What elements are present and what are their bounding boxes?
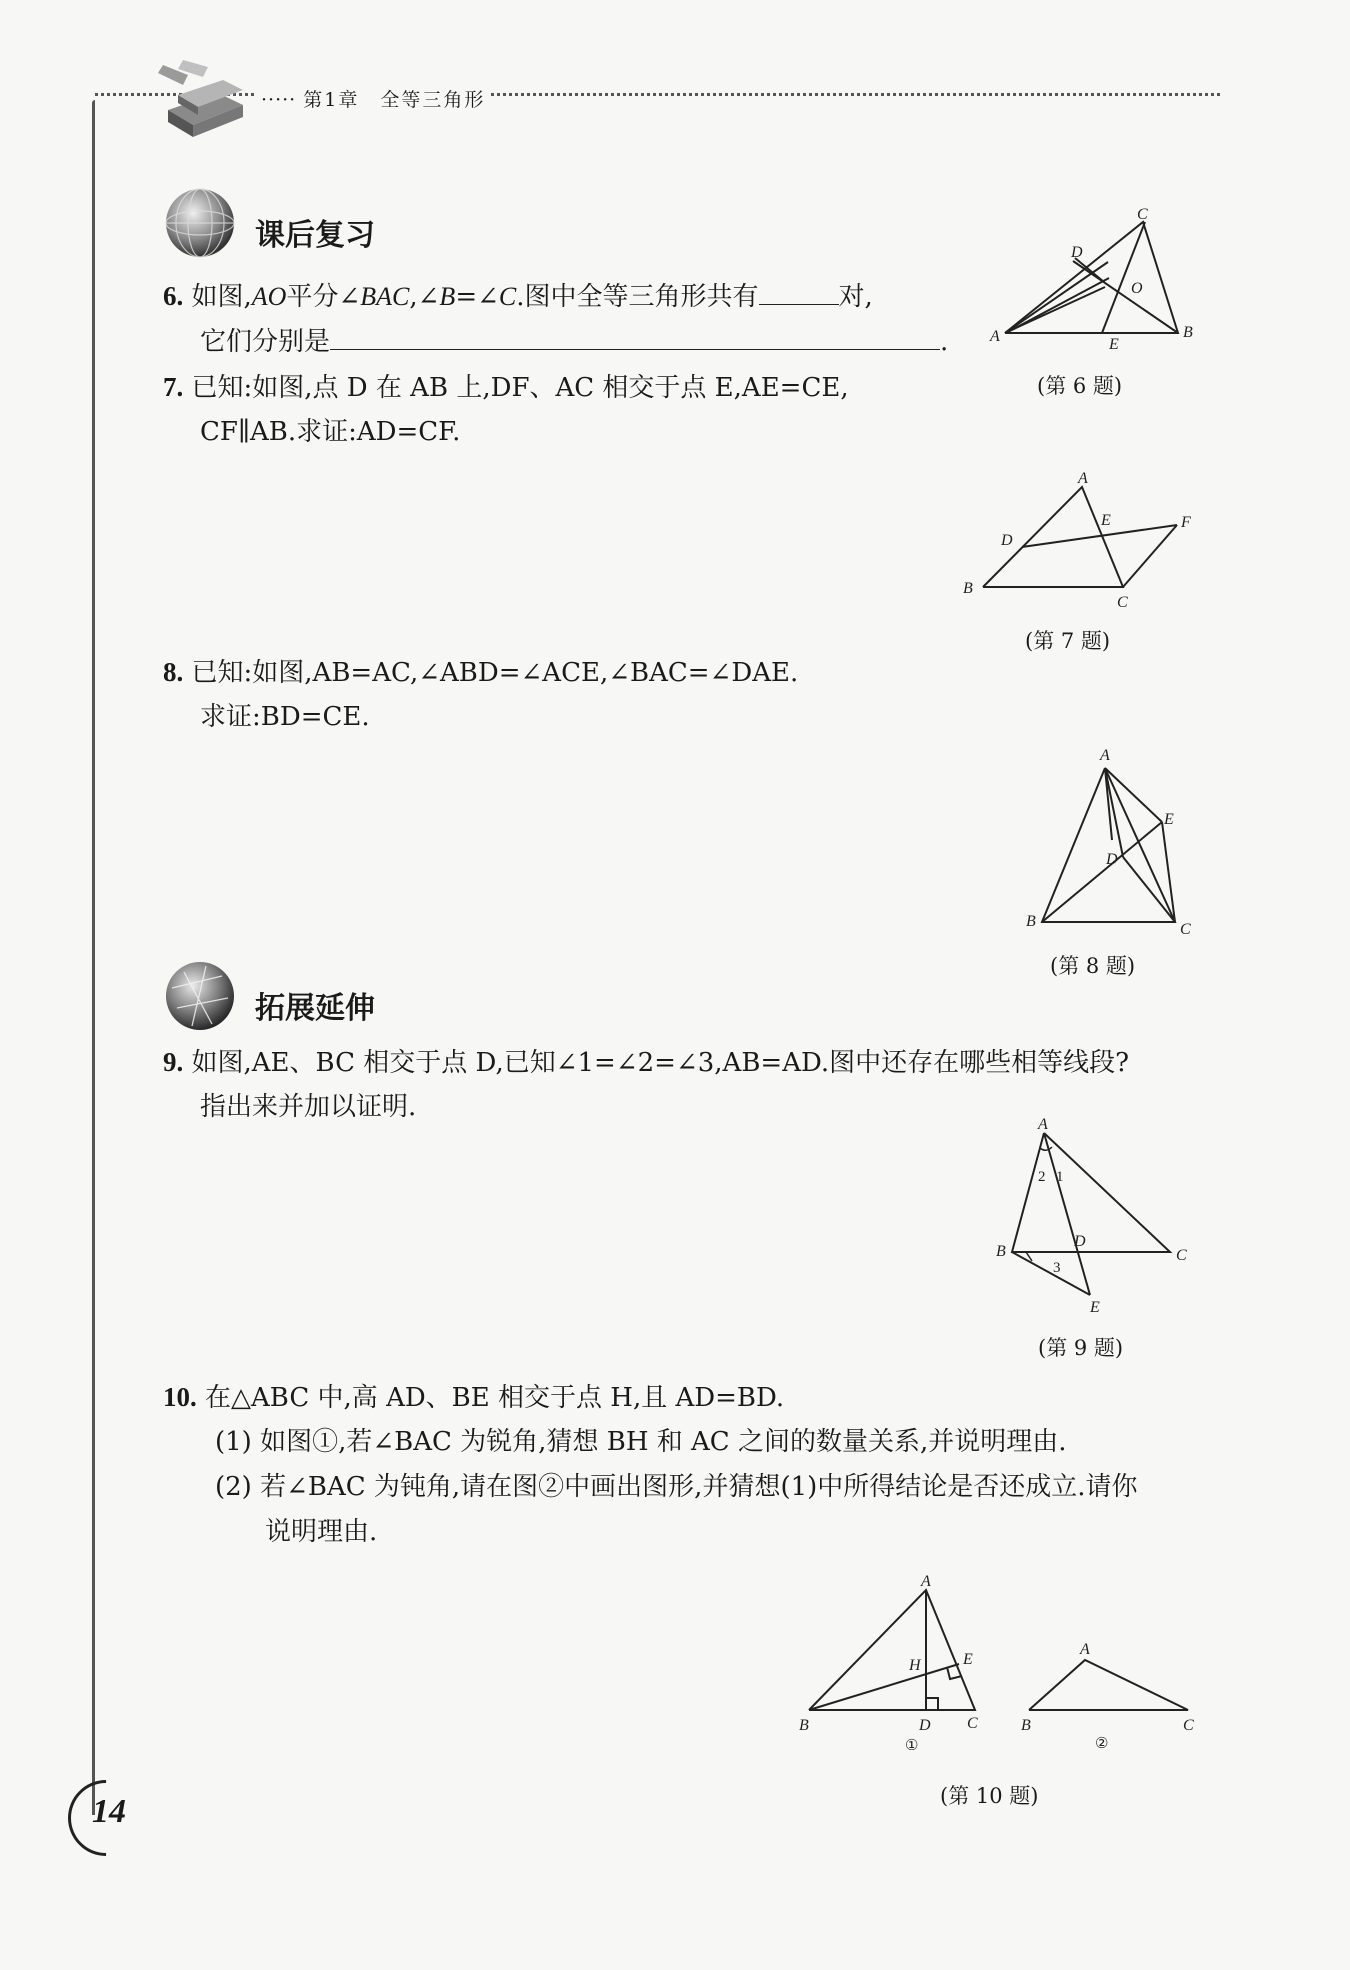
caption-fig10: (第 10 题) (940, 1784, 1039, 1808)
fig10a-label-C: C (967, 1715, 978, 1732)
fig9-angle-3: 3 (1053, 1260, 1061, 1276)
fig8-label-D: D (1106, 851, 1118, 868)
fig10a-label-H: H (909, 1657, 921, 1674)
answer-blank-pairs[interactable] (330, 319, 940, 350)
question-10-part1: (1) 如图①,若∠BAC 为锐角,猜想 BH 和 AC 之间的数量关系,并说明理由. (215, 1427, 1067, 1457)
figure-6 (985, 205, 1205, 355)
fig6-label-D: D (1071, 244, 1083, 261)
fig7-label-D: D (1001, 532, 1013, 549)
answer-blank-count[interactable] (759, 274, 839, 305)
fig8-label-E: E (1164, 811, 1174, 828)
fig8-label-C: C (1180, 921, 1191, 938)
fig10b-label-B: B (1021, 1717, 1031, 1734)
question-10-part2-line2: 说明理由. (265, 1517, 378, 1547)
question-6: 6. 如图,AO平分∠BAC,∠B=∠C.图中全等三角形共有 对, (163, 274, 873, 320)
fig7-label-E: E (1101, 512, 1111, 529)
fig10b-tag: ② (1095, 1736, 1109, 1750)
question-7-line2: CF∥AB.求证:AD=CF. (200, 417, 461, 447)
fig6-label-O: O (1131, 280, 1143, 297)
fig6-label-B: B (1183, 324, 1193, 341)
question-7: 7. 已知:如图,点 D 在 AB 上,DF、AC 相交于点 E,AE=CE, (163, 372, 849, 403)
fig10a-label-A: A (921, 1573, 931, 1590)
question-8-line2: 求证:BD=CE. (200, 702, 370, 732)
fig9-label-E: E (1090, 1299, 1100, 1316)
fig10b-label-A: A (1080, 1641, 1090, 1658)
page-border-left (92, 100, 95, 1815)
fig8-label-A: A (1100, 747, 1110, 764)
fig9-label-A: A (1038, 1116, 1048, 1133)
page-number: 14 (92, 1793, 126, 1830)
fig6-label-C: C (1137, 206, 1148, 223)
question-9: 9. 如图,AE、BC 相交于点 D,已知∠1=∠2=∠3,AB=AD.图中还存在哪些相等线段? (163, 1047, 1130, 1078)
fig8-label-B: B (1026, 913, 1036, 930)
question-9-line2: 指出来并加以证明. (200, 1092, 417, 1122)
question-6-line2: 它们分别是 . (200, 319, 948, 365)
fig6-label-E: E (1109, 336, 1119, 353)
fig7-label-B: B (963, 580, 973, 597)
figure-8 (1010, 740, 1200, 940)
fig9-label-C: C (1176, 1247, 1187, 1264)
review-section-title: 课后复习 (255, 218, 375, 253)
header-books-logo (148, 55, 258, 145)
extension-section-title: 拓展延伸 (255, 991, 375, 1026)
fig10a-tag: ① (905, 1738, 919, 1750)
figure-9 (990, 1115, 1200, 1325)
caption-fig9: (第 9 题) (1038, 1336, 1124, 1360)
figure-10-2 (1015, 1630, 1205, 1750)
chapter-header: ····· 第1章 全等三角形 (255, 85, 491, 112)
figure-7 (955, 465, 1205, 615)
fig7-label-F: F (1181, 514, 1191, 531)
fig10b-label-C: C (1183, 1717, 1194, 1734)
review-section-icon (162, 185, 238, 261)
fig7-label-A: A (1078, 470, 1088, 487)
fig9-label-D: D (1074, 1233, 1086, 1250)
fig9-angle-1: 1 (1056, 1169, 1064, 1185)
fig7-label-C: C (1117, 594, 1128, 611)
fig9-label-B: B (996, 1243, 1006, 1260)
question-8: 8. 已知:如图,AB=AC,∠ABD=∠ACE,∠BAC=∠DAE. (163, 657, 799, 688)
extension-section-icon (162, 958, 238, 1034)
fig9-angle-2: 2 (1038, 1169, 1046, 1185)
caption-fig6: (第 6 题) (1037, 374, 1123, 398)
caption-fig7: (第 7 题) (1025, 629, 1111, 653)
fig10a-label-E: E (963, 1651, 973, 1668)
fig10a-label-D: D (919, 1717, 931, 1734)
question-10-part2: (2) 若∠BAC 为钝角,请在图②中画出图形,并猜想(1)中所得结论是否还成立.请你 (215, 1472, 1138, 1502)
question-10: 10. 在△ABC 中,高 AD、BE 相交于点 H,且 AD=BD. (163, 1382, 785, 1413)
caption-fig8: (第 8 题) (1050, 954, 1136, 978)
fig6-label-A: A (990, 328, 1000, 345)
fig10a-label-B: B (799, 1717, 809, 1734)
figure-10-1 (795, 1570, 995, 1750)
